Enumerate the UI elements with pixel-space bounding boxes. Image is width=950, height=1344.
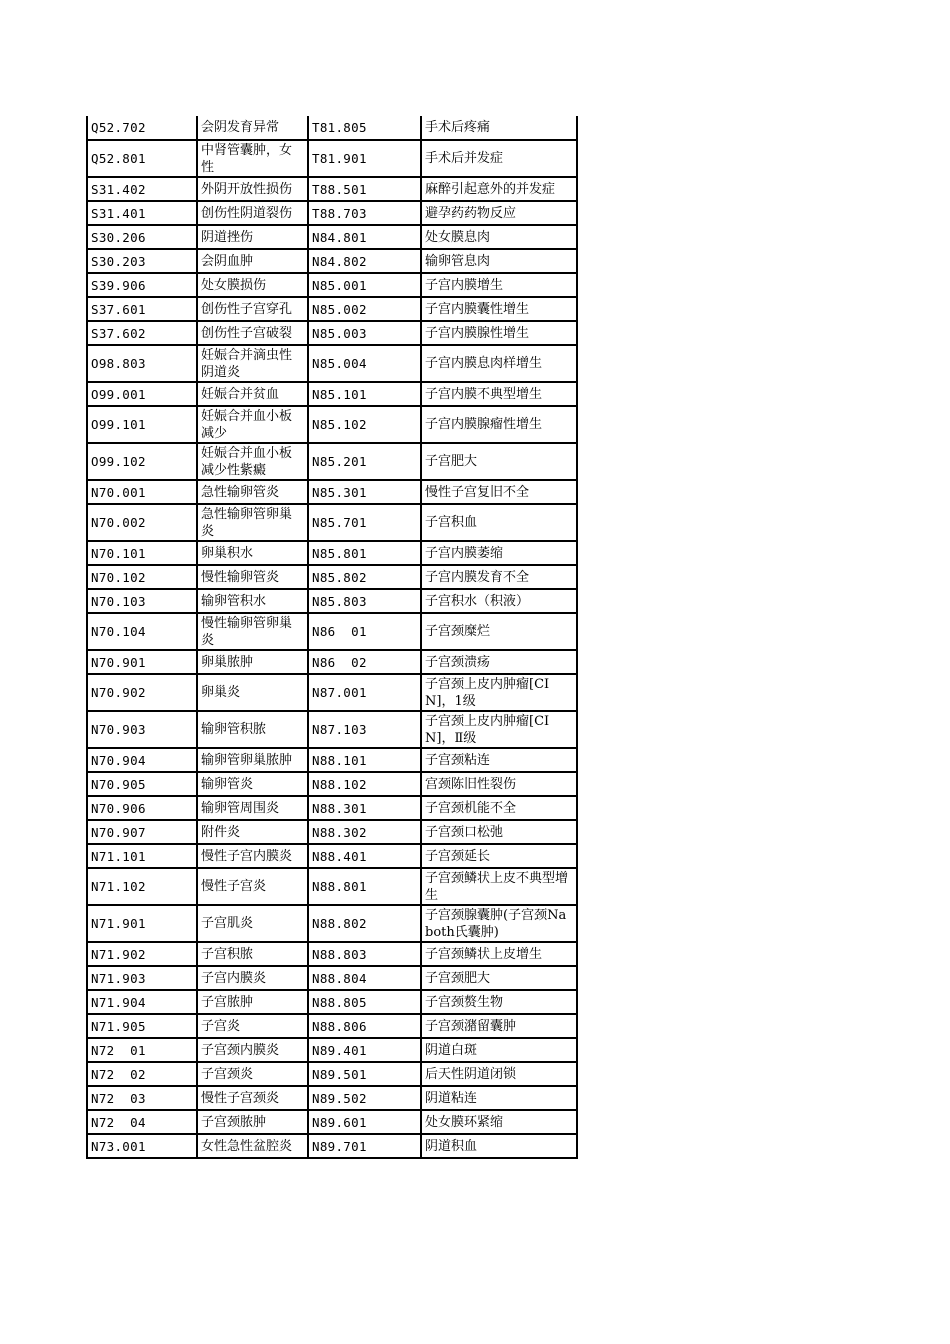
right-name-cell: 子宫内膜腺瘤性增生 [421,406,577,443]
right-code-cell: T88.501 [308,177,421,201]
right-name-cell: 子宫肥大 [421,443,577,480]
right-name-cell: 子宫内膜萎缩 [421,541,577,565]
left-code-cell: N70.104 [87,613,197,650]
left-code-cell: N72 01 [87,1038,197,1062]
left-code-cell: S37.602 [87,321,197,345]
left-code-cell: N70.906 [87,796,197,820]
right-name-cell: 子宫颈上皮内肿瘤[CIN]，1级 [421,674,577,711]
left-code-cell: S31.401 [87,201,197,225]
table-row [87,589,577,613]
right-code-cell: N85.101 [308,382,421,406]
left-name-cell: 输卵管周围炎 [197,796,308,820]
table-body [87,116,577,1158]
right-code-cell: N89.501 [308,1062,421,1086]
left-name-cell: 慢性子宫内膜炎 [197,844,308,868]
right-name-cell: 处女膜息肉 [421,225,577,249]
left-code-cell: N70.102 [87,565,197,589]
left-name-cell: 慢性输卵管卵巢炎 [197,613,308,650]
right-name-cell: 子宫内膜腺性增生 [421,321,577,345]
right-code-cell: T81.805 [308,116,421,140]
right-code-cell: N89.401 [308,1038,421,1062]
table-row [87,504,577,541]
table-row [87,613,577,650]
table-row [87,177,577,201]
right-code-cell: N88.803 [308,942,421,966]
left-name-cell: 创伤性子宫破裂 [197,321,308,345]
left-code-cell: O99.101 [87,406,197,443]
right-code-cell: N87.103 [308,711,421,748]
right-name-cell: 处女膜环紧缩 [421,1110,577,1134]
right-name-cell: 避孕药药物反应 [421,201,577,225]
left-code-cell: N71.902 [87,942,197,966]
left-name-cell: 创伤性阴道裂伤 [197,201,308,225]
left-code-cell: N70.103 [87,589,197,613]
right-code-cell: N85.002 [308,297,421,321]
left-code-cell: N71.901 [87,905,197,942]
left-code-cell: N72 02 [87,1062,197,1086]
left-code-cell: N72 03 [87,1086,197,1110]
right-code-cell: N88.302 [308,820,421,844]
right-code-cell: N88.102 [308,772,421,796]
left-code-cell: S30.206 [87,225,197,249]
left-code-cell: Q52.801 [87,140,197,177]
left-name-cell: 输卵管卵巢脓肿 [197,748,308,772]
left-code-cell: Q52.702 [87,116,197,140]
right-code-cell: N85.801 [308,541,421,565]
left-name-cell: 输卵管炎 [197,772,308,796]
table-row [87,990,577,1014]
right-name-cell: 子宫颈延长 [421,844,577,868]
left-code-cell: N71.102 [87,868,197,905]
right-code-cell: N89.502 [308,1086,421,1110]
right-code-cell: N89.601 [308,1110,421,1134]
right-code-cell: N85.001 [308,273,421,297]
table-row [87,1134,577,1158]
right-name-cell: 阴道粘连 [421,1086,577,1110]
left-name-cell: 子宫颈内膜炎 [197,1038,308,1062]
table-row [87,674,577,711]
right-name-cell: 子宫颈鳞状上皮增生 [421,942,577,966]
right-name-cell: 子宫颈肥大 [421,966,577,990]
left-name-cell: 急性输卵管炎 [197,480,308,504]
table-row [87,273,577,297]
left-name-cell: 处女膜损伤 [197,273,308,297]
table-row [87,748,577,772]
table-row [87,297,577,321]
left-code-cell: O99.001 [87,382,197,406]
left-name-cell: 子宫炎 [197,1014,308,1038]
right-name-cell: 麻醉引起意外的并发症 [421,177,577,201]
right-code-cell: N85.003 [308,321,421,345]
right-name-cell: 子宫颈赘生物 [421,990,577,1014]
left-code-cell: O99.102 [87,443,197,480]
right-name-cell: 子宫内膜息肉样增生 [421,345,577,382]
left-name-cell: 外阴开放性损伤 [197,177,308,201]
left-name-cell: 子宫积脓 [197,942,308,966]
left-code-cell: N71.904 [87,990,197,1014]
left-code-cell: S37.601 [87,297,197,321]
table-row [87,541,577,565]
right-code-cell: N86 01 [308,613,421,650]
left-code-cell: S39.906 [87,273,197,297]
left-code-cell: N73.001 [87,1134,197,1158]
left-name-cell: 妊娠合并滴虫性阴道炎 [197,345,308,382]
right-name-cell: 输卵管息肉 [421,249,577,273]
left-name-cell: 中肾管囊肿，女性 [197,140,308,177]
right-code-cell: N87.001 [308,674,421,711]
table-row [87,225,577,249]
right-name-cell: 手术后疼痛 [421,116,577,140]
right-code-cell: N85.102 [308,406,421,443]
right-code-cell: N88.101 [308,748,421,772]
right-name-cell: 手术后并发症 [421,140,577,177]
table-row [87,443,577,480]
table-row [87,844,577,868]
right-name-cell: 慢性子宫复旧不全 [421,480,577,504]
right-code-cell: N88.805 [308,990,421,1014]
left-name-cell: 女性急性盆腔炎 [197,1134,308,1158]
table-row [87,382,577,406]
left-code-cell: S30.203 [87,249,197,273]
left-name-cell: 子宫颈炎 [197,1062,308,1086]
right-name-cell: 子宫颈鳞状上皮不典型增生 [421,868,577,905]
diagnosis-code-table [86,116,578,1159]
left-code-cell: N70.904 [87,748,197,772]
right-name-cell: 子宫颈糜烂 [421,613,577,650]
table-row [87,868,577,905]
right-code-cell: N85.004 [308,345,421,382]
right-name-cell: 子宫内膜不典型增生 [421,382,577,406]
left-name-cell: 妊娠合并血小板减少 [197,406,308,443]
table-row [87,480,577,504]
left-name-cell: 子宫内膜炎 [197,966,308,990]
left-code-cell: N72 04 [87,1110,197,1134]
left-code-cell: N70.903 [87,711,197,748]
table-row [87,1062,577,1086]
right-name-cell: 子宫内膜发育不全 [421,565,577,589]
table-row [87,905,577,942]
table-row [87,1086,577,1110]
right-code-cell: N84.802 [308,249,421,273]
right-code-cell: N88.401 [308,844,421,868]
right-code-cell: N88.801 [308,868,421,905]
right-name-cell: 子宫颈溃疡 [421,650,577,674]
right-code-cell: N85.802 [308,565,421,589]
left-code-cell: N71.101 [87,844,197,868]
table-row [87,201,577,225]
right-code-cell: N85.803 [308,589,421,613]
left-name-cell: 子宫脓肿 [197,990,308,1014]
table-row [87,249,577,273]
left-code-cell: N70.002 [87,504,197,541]
right-name-cell: 子宫积水（积液） [421,589,577,613]
left-name-cell: 妊娠合并贫血 [197,382,308,406]
left-code-cell: N71.905 [87,1014,197,1038]
right-code-cell: N88.802 [308,905,421,942]
left-name-cell: 输卵管积水 [197,589,308,613]
right-code-cell: N84.801 [308,225,421,249]
left-name-cell: 急性输卵管卵巢炎 [197,504,308,541]
table-row [87,1014,577,1038]
right-name-cell: 阴道积血 [421,1134,577,1158]
right-name-cell: 子宫颈机能不全 [421,796,577,820]
left-code-cell: O98.803 [87,345,197,382]
right-code-cell: N88.806 [308,1014,421,1038]
right-name-cell: 子宫积血 [421,504,577,541]
table-row [87,820,577,844]
left-code-cell: N70.907 [87,820,197,844]
table-row [87,321,577,345]
table-row [87,650,577,674]
right-name-cell: 子宫颈口松弛 [421,820,577,844]
right-name-cell: 宫颈陈旧性裂伤 [421,772,577,796]
right-code-cell: T81.901 [308,140,421,177]
left-code-cell: N70.901 [87,650,197,674]
left-name-cell: 会阴发育异常 [197,116,308,140]
table-row [87,772,577,796]
left-code-cell: N70.902 [87,674,197,711]
table-row [87,565,577,589]
table-row [87,796,577,820]
left-code-cell: N70.905 [87,772,197,796]
right-name-cell: 子宫内膜增生 [421,273,577,297]
left-name-cell: 慢性子宫炎 [197,868,308,905]
left-name-cell: 子宫肌炎 [197,905,308,942]
table-row [87,966,577,990]
left-name-cell: 创伤性子宫穿孔 [197,297,308,321]
left-name-cell: 阴道挫伤 [197,225,308,249]
left-name-cell: 卵巢炎 [197,674,308,711]
left-code-cell: S31.402 [87,177,197,201]
left-name-cell: 慢性输卵管炎 [197,565,308,589]
left-name-cell: 会阴血肿 [197,249,308,273]
right-name-cell: 子宫颈潴留囊肿 [421,1014,577,1038]
table-row [87,116,577,140]
left-name-cell: 卵巢积水 [197,541,308,565]
right-code-cell: N89.701 [308,1134,421,1158]
left-name-cell: 妊娠合并血小板减少性紫癜 [197,443,308,480]
right-name-cell: 子宫颈腺囊肿(子宫颈Naboth氏囊肿) [421,905,577,942]
right-code-cell: N86 02 [308,650,421,674]
table-row [87,1038,577,1062]
left-name-cell: 子宫颈脓肿 [197,1110,308,1134]
right-name-cell: 后天性阴道闭锁 [421,1062,577,1086]
right-name-cell: 阴道白斑 [421,1038,577,1062]
right-code-cell: N85.701 [308,504,421,541]
left-name-cell: 卵巢脓肿 [197,650,308,674]
left-code-cell: N70.001 [87,480,197,504]
right-code-cell: N85.301 [308,480,421,504]
right-code-cell: N85.201 [308,443,421,480]
table-row [87,1110,577,1134]
table-row [87,345,577,382]
table-row [87,140,577,177]
right-name-cell: 子宫颈上皮内肿瘤[CIN]，Ⅱ级 [421,711,577,748]
table-row [87,942,577,966]
left-code-cell: N70.101 [87,541,197,565]
right-code-cell: N88.804 [308,966,421,990]
right-name-cell: 子宫内膜囊性增生 [421,297,577,321]
table-row [87,406,577,443]
left-name-cell: 输卵管积脓 [197,711,308,748]
left-code-cell: N71.903 [87,966,197,990]
table-row [87,711,577,748]
left-name-cell: 附件炎 [197,820,308,844]
left-name-cell: 慢性子宫颈炎 [197,1086,308,1110]
right-code-cell: N88.301 [308,796,421,820]
right-name-cell: 子宫颈粘连 [421,748,577,772]
right-code-cell: T88.703 [308,201,421,225]
